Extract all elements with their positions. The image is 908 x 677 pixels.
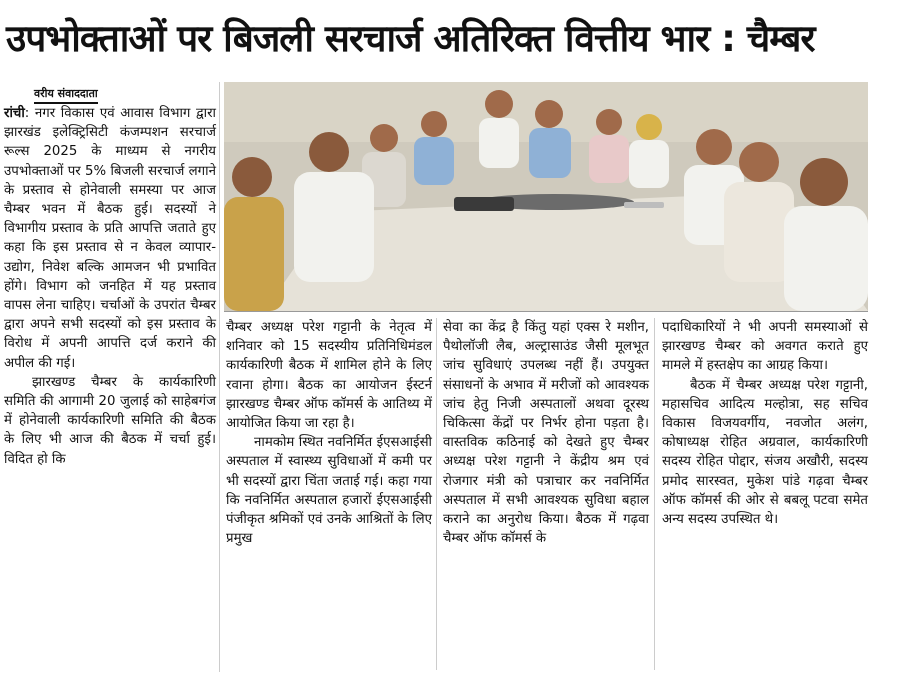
column-1 <box>4 104 216 670</box>
column-2 <box>226 318 432 670</box>
col1-paragraph-2: झारखण्ड चैम्बर के कार्यकारिणी समिति की आगामी 20 जुलाई को साहेबगंज में होनेवाली कार्यकारिणी समिति की बैठक के लिए भी आज की बैठक में चर्चा हुई। विदित हो कि <box>4 374 216 467</box>
col4-paragraph-2: बैठक में चैम्बर अध्यक्ष परेश गट्टानी, महासचिव आदित्य मल्होत्रा, सह सचिव विकास विजयवर्गीय, नवजोत अलंग, कोषाध्यक्ष रोहित अग्रवाल, कार्यकारिणी सदस्य रोहित पोद्दार, संजय अखौरी, सदस्य प्रमोद सारस्वत, मुकेश पांडे गढ़वा चैम्बर ऑफ कॉमर्स की ओर से बबलू पटवा समेत अन्य सदस्य उपस्थित थे। <box>662 377 868 528</box>
column-4 <box>662 318 868 670</box>
column-3 <box>443 318 649 670</box>
col1-paragraph-1: रांची: नगर विकास एवं आवास विभाग द्वारा झारखंड इलेक्ट्रिसिटी कंजम्पशन सरचार्ज रूल्स 2025 के माध्यम से नगरीय उपभोक्ताओं पर 5% बिजली सरचार्ज लगाने के प्रस्ताव से होनेवाली समस्या पर आज चैम्बर भवन में बैठक हुई। सदस्यों ने विभागीय प्रस्ताव के प्रति आपत्ति जताते हुए कहा कि इस प्रस्ताव से न केवल व्यापार-उद्योग, निवेश बल्कि आमजन भी प्रभावित होंगे। विभाग को जनहित में यह प्रस्ताव वापस लेना चाहिए। चर्चाओं के उपरांत चैम्बर द्वारा अपने सभी सदस्यों को इस प्रस्ताव के विरोध में अपनी आपत्ति दर्ज कराने की अपील की गई। <box>4 106 216 371</box>
byline: वरीय संवाददाता <box>34 86 98 104</box>
col4-paragraph-1: पदाधिकारियों ने भी अपनी समस्याओं से झारखण्ड चैम्बर को अवगत कराते हुए मामले में हस्तक्षेप का आग्रह किया। <box>662 320 868 374</box>
meeting-photo-illustration <box>224 82 868 311</box>
col3-paragraph-1: सेवा का केंद्र है किंतु यहां एक्स रे मशीन, पैथोलॉजी लैब, अल्ट्रासाउंड जैसी मूलभूत जांच सुविधाएं उपलब्ध नहीं हैं। उपयुक्त संसाधनों के अभाव में मरीजों को आवश्यक जांच हेतु निजी अस्पतालों अथवा दूरस्थ चिकित्सा केंद्रों पर निर्भर होना पड़ता है। वास्तविक कठिनाई को देखते हुए चैम्बर अध्यक्ष परेश गट्टानी ने केंद्रीय श्रम एवं रोजगार मंत्री को पत्राचार कर नवनिर्मित अस्पताल में सभी आवश्यक सुविधा बहाल कराने का अनुरोध किया। बैठक में गढ़वा चैम्बर ऑफ कॉमर्स के <box>443 320 649 547</box>
col2-paragraph-2: नामकोम स्थित नवनिर्मित ईएसआईसी अस्पताल में स्वास्थ्य सुविधाओं में कमी पर भी सदस्यों द्वारा चिंता जताई गई। कहा गया कि नवनिर्मित अस्पताल हजारों ईएसआईसी पंजीकृत श्रमिकों एवं उनके आश्रितों के लिए प्रमुख <box>226 435 432 547</box>
headline: उपभोक्ताओं पर बिजली सरचार्ज अतिरिक्त वित्तीय भार : चैम्बर <box>6 17 815 60</box>
col2-paragraph-1: चैम्बर अध्यक्ष परेश गट्टानी के नेतृत्व में शनिवार को 15 सदस्यीय प्रतिनिधिमंडल कार्यकारिणी बैठक में शामिल होने के लिए रवाना होगा। बैठक का आयोजन ईस्टर्न झारखण्ड चैम्बर ऑफ कॉमर्स के आतिथ्य में आयोजित किया जा रहा है। <box>226 320 432 432</box>
meeting-photo <box>224 82 868 312</box>
column-rule <box>436 318 437 670</box>
column-rule <box>654 318 655 670</box>
dateline: रांची <box>4 106 25 121</box>
column-rule <box>219 82 220 672</box>
